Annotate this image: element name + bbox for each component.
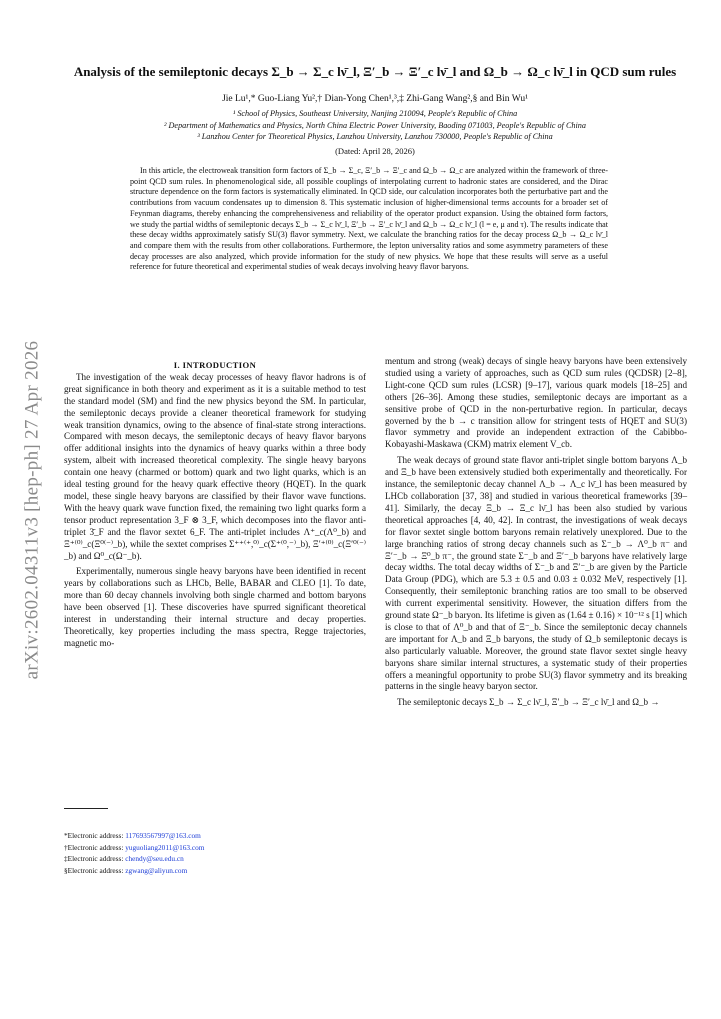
affiliation-1: ¹ School of Physics, Southeast University, Nanjing 210094, People's Republic of China — [232, 109, 518, 118]
footnote-3-label: ‡Electronic address: — [64, 854, 126, 864]
section-heading-introduction: I. INTRODUCTION — [173, 360, 257, 370]
email-link-2[interactable]: yuguoliang2011@163.com — [125, 842, 205, 852]
footnotes — [64, 830, 366, 876]
paragraph-left-2: Experimentally, numerous single heavy baryons have been identified in recent years by collaborations such as LHCb, Belle, BABAR and CLEO [1]. To date, more than 60 decay channels involving both single charmed and bottom baryons have been observed [1]. These discoveries have spurred significant theoretical interest in understanding their internal structure and decay properties. Theoretically, key properties including the mass spectra, Regge trajectories, magnetic mo- — [64, 566, 366, 648]
paragraph-right-2: The weak decays of ground state flavor anti-triplet single bottom baryons Λ_b and Ξ_b have been extensively studied both experimentally and theoretically. For instance, the semileptonic decay channel Λ_b → Λ_c lν̄_l has been measured by LHCb collaboration [37, 38] and studied in various theoretical frameworks [39–41]. Similarly, the decay Ξ_b → Ξ_c lν̄_l has been also studied by various theoretical approaches [4, 40, 42]. In contrast, the investigations of weak decays for flavor sextet single bottom baryons remain relatively unexplored. Due to the large branching ratios of strong decay channels such as Σ⁻_b → Λ⁰_b π⁻ and Ξ′⁻_b → Ξ⁰_b π⁻, the ground state Σ⁻_b and Ξ′⁻_b baryons have relatively large decay widths. The total decay widths of Σ⁻_b and Ξ′⁻_b are given by the Particle Data Group (PDG), which are 5.3 ± 0.5 and 0.03 ± 0.032 MeV, respectively [1]. Consequently, their semileptonic branching ratios are too small to be observed with current experimental sensitivity. However, the situation differs from the ground state Ω⁻_b baryon. Its lifetime is given as (1.64 ± 0.16) × 10⁻¹² s [1] which is close to that of Λ⁰_b and that of Ξ⁻_b. Since the semileptonic decay channels are important for Λ_b and Ξ_b baryons, the study of Ω_b semileptonic decays is also particularly valuable. Moreover, the ground state flavor sextet single heavy baryons share similar internal structures, a systematic study of their properties offers a meaningful opportunity to probe SU(3) flavor symmetry and its breaking patterns in the single heavy baryon sector. — [385, 455, 687, 692]
arxiv-side-identifier — [12, 300, 52, 720]
email-link-1[interactable]: 117693567997@163.com — [125, 831, 201, 840]
abstract: In this article, the electroweak transition form factors of Σ_b → Σ_c, Ξ′_b → Ξ′_c and Ω_b → Ω_c are analyzed within the framework of three-point QCD sum rules. In phenomenological side, all possible couplings of interpolating current to hadronic states are considered, and the Dirac structure dependence on the form factors is systematically eliminated. In QCD side, our calculation incorporates both the perturbative part and the contributions from vacuum condensates up to dimension 8. This systematic inclusion of higher-dimensional terms accounts for a broader set of Feynman diagrams, thereby enhancing the comprehensiveness and reliability of the operator product expansion. Using the obtained form factors, we study the partial widths of semileptonic decays Σ_b → Σ_c lν̄_l, Ξ′_b → Ξ′_c lν̄_l and Ω_b → Ω_c lν̄_l (l = e, μ and τ). The results indicate that these decay widths approximately satisfy SU(3) flavor symmetry. Next, we calculate the branching ratios for the decay process Ω_b → Ω_c lν̄_l and compare them with the results from other collaborations. Furthermore, the lepton universality ratios and some asymmetry parameters of these decay processes are also analyzed, which provide information for the study of new physics. We hope that these results will serve as a useful reference for future theoretical and experimental studies of weak decays involving heavy flavor baryons. — [130, 166, 608, 272]
footnote-1 — [64, 830, 366, 842]
arxiv-id-text: arXiv:2602.04311v3 [hep-ph] 27 Apr 2026 — [21, 340, 43, 680]
footnote-rule — [64, 808, 108, 809]
affiliation-3: ³ Lanzhou Center for Theoretical Physics, Lanzhou University, Lanzhou 730000, People's Republic of China — [197, 132, 553, 141]
paper-title: Analysis of the semileptonic decays Σ_b → Σ_c lν̄_l, Ξ′_b → Ξ′_c lν̄_l and Ω_b → Ω_c lν̄_l in QCD sum rules — [73, 64, 677, 79]
paragraph-right-3: The semileptonic decays Σ_b → Σ_c lν̄_l, Ξ′_b → Ξ′_c lν̄_l and Ω_b → — [397, 697, 660, 708]
footnote-4-label: §Electronic address: — [64, 865, 126, 875]
footnote-2-label: †Electronic address: — [64, 842, 126, 852]
footnote-1-label: *Electronic address: — [64, 831, 126, 840]
email-link-4[interactable]: zgwang@aliyun.com — [125, 865, 188, 875]
footnote-3 — [64, 853, 366, 865]
author-list: Jie Lu¹,* Guo-Liang Yu²,† Dian-Yong Chen¹,³,‡ Zhi-Gang Wang²,§ and Bin Wu¹ — [222, 94, 528, 104]
footnote-4 — [64, 865, 366, 877]
email-link-3[interactable]: chendy@seu.edu.cn — [125, 854, 184, 864]
paragraph-right-1: mentum and strong (weak) decays of single heavy baryons have been extensively studied using a variety of approaches, such as QCD sum rules (QCDSR) [2–8], Light-cone QCD sum rules (LCSR) [9–17], various quark models [18–25] and others [26–36]. Among these studies, semileptonic decays are important as a sensitive probe of QCD in the non-perturbative region. In particular, decays governed by the b → c transition allow for stringent tests of HQET and SU(3) flavor symmetry and provide an independent extraction of the Cabibbo-Kobayashi-Maskawa (CKM) matrix element V_cb. — [385, 356, 687, 450]
affiliation-2: ² Department of Mathematics and Physics, North China Electric Power University, Baoding 071003, People's Republic of China — [164, 120, 586, 130]
dated-line: (Dated: April 28, 2026) — [335, 146, 415, 156]
affiliations — [60, 108, 690, 143]
left-column — [64, 360, 366, 650]
right-column — [385, 356, 687, 709]
footnote-2 — [64, 842, 366, 854]
paragraph-left-1: The investigation of the weak decay processes of heavy flavor hadrons is of great significance in both theory and experiment as it is a suitable method to test the standard model (SM) and find the new physics beyond the SM. In particular, the semileptonic decays provide a cleaner theoretical framework for studying weak transition dynamics, owing to the absence of final-state strong interactions. Compared with meson decays, the semileptonic decays of heavy flavor baryons offer additional insights into the dynamics of heavy quarks within a three body system, albeit with increased theoretical complexity. The single heavy baryons contain one heavy (charmed or bottom) quark and two light quarks, which is an ideal testing ground for the heavy quark effective theory (HQET). In the quark model, these single heavy baryons are classified by their flavor wave functions. With the heavy quark wave function fixed, the remaining two light quarks form a tensor product representation 3_F ⊗ 3_F, which decomposes into the flavor anti-triplet 3̄_F and the flavor sextet 6_F. The anti-triplet includes Λ⁺_c(Λ⁰_b) and Ξ⁺⁽⁰⁾_c(Ξ⁰⁽⁻⁾_b), while the sextet comprises Σ⁺⁺⁽⁺,⁰⁾_c(Σ⁺⁽⁰,⁻⁾_b), Ξ′⁺⁽⁰⁾_c(Ξ′⁰⁽⁻⁾_b) and Ω⁰_c(Ω⁻_b). — [64, 371, 366, 561]
